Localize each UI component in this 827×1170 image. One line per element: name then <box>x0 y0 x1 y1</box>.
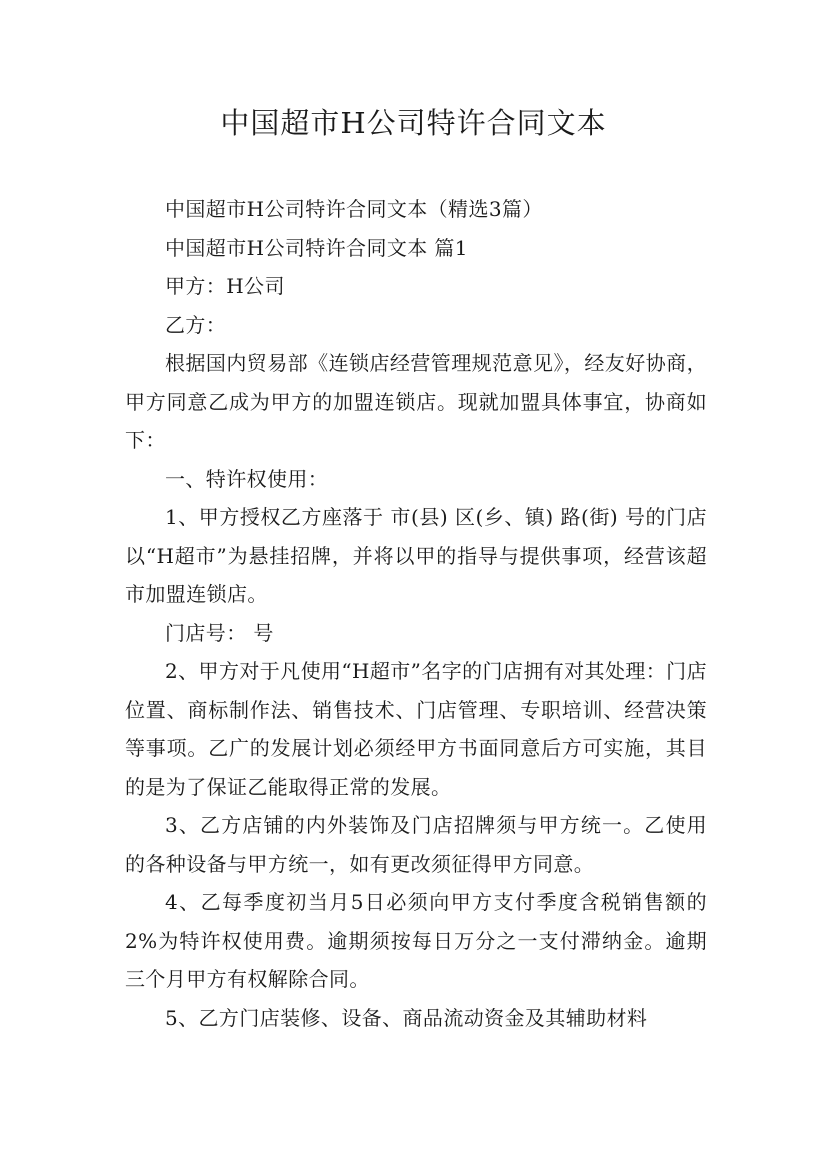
paragraph-clause-3: 3、乙方店铺的内外装饰及门店招牌须与甲方统一。乙使用的各种设备与甲方统一，如有更改须征得甲方同意。 <box>125 813 707 876</box>
paragraph-store-number: 门店号： 号 <box>165 620 274 645</box>
paragraph-clause-2: 2、甲方对于凡使用“H超市”名字的门店拥有对其处理：门店位置、商标制作法、销售技术、门店管理、专职培训、经营决策等事项。乙广的发展计划必须经甲方书面同意后方可实施，其目的是为了保证乙能取得正常的发展。 <box>125 659 707 799</box>
paragraph-party-a: 甲方：H公司 <box>165 274 285 298</box>
paragraph-clause-heading: 一、特许权使用： <box>165 466 329 491</box>
paragraph-clause-1: 1、甲方授权乙方座落于 市(县) 区(乡、镇) 路(街) 号的门店以“H超市”为悬挂招牌，并将以甲的指导与提供事项，经营该超市加盟连锁店。 <box>125 505 707 606</box>
paragraph-section-heading: 中国超市H公司特许合同文本 篇1 <box>165 235 468 260</box>
document-title: 中国超市H公司特许合同文本 <box>220 106 607 140</box>
paragraph-party-b: 乙方： <box>165 312 227 337</box>
paragraph-preamble: 根据国内贸易部《连锁店经营管理规范意见》，经友好协商，甲方同意乙成为甲方的加盟连锁店。现就加盟具体事宜，协商如下： <box>125 351 707 452</box>
paragraph-clause-5: 5、乙方门店装修、设备、商品流动资金及其辅助材料 <box>165 1005 648 1030</box>
document-body <box>125 190 707 1037</box>
paragraph-clause-4: 4、乙每季度初当月5日必须向甲方支付季度含税销售额的2%为特许权使用费。逾期须按每日万分之一支付滞纳金。逾期三个月甲方有权解除合同。 <box>125 890 707 991</box>
paragraph-subtitle: 中国超市H公司特许合同文本（精选3篇） <box>165 197 543 221</box>
